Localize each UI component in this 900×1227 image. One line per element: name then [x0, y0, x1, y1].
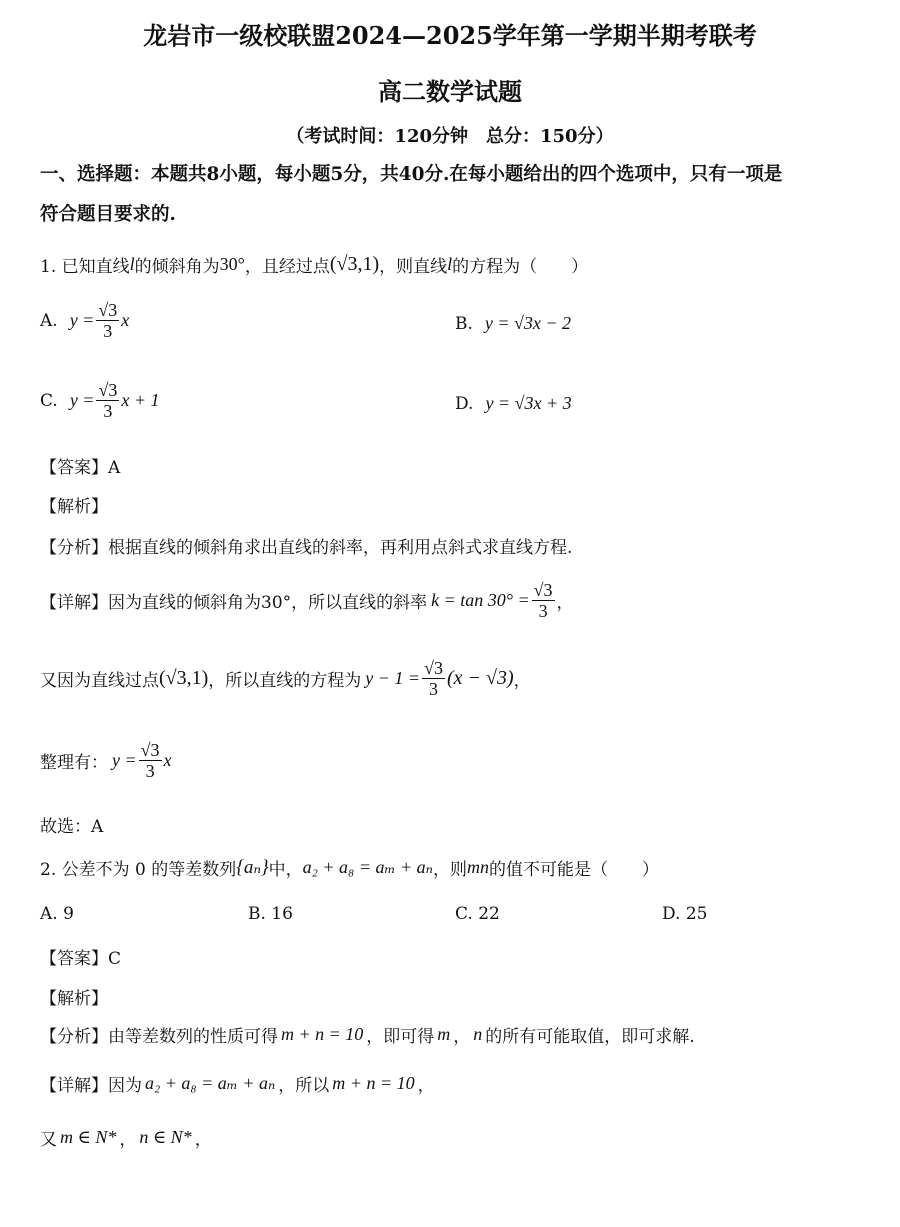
- exam-title: 龙岩市一级校联盟2024—2025学年第一学期半期考联考: [143, 21, 757, 50]
- q2-seq: {aₙ}: [236, 857, 269, 878]
- frac-numerator: √3: [98, 300, 118, 320]
- q1-step2-point: (√3,1): [159, 667, 209, 689]
- exam-subtitle: 高二数学试题: [378, 77, 522, 106]
- q2-analysis-label: 【解析】: [40, 989, 108, 1009]
- frac-numerator: √3: [533, 580, 553, 600]
- q2-last: [40, 1125, 212, 1150]
- q2-last-expr1: m ∈ N*: [60, 1127, 117, 1147]
- q1-option-a-frac: [96, 300, 119, 341]
- frac-denominator: 3: [145, 761, 155, 781]
- q2-xiangjie-b: ，所以: [278, 1076, 330, 1096]
- q1-stem-c: ，且经过点: [244, 257, 330, 277]
- q2-fenxi-a: 【分析】由等差数列的性质可得: [40, 1027, 278, 1047]
- q1-option-c-rhs: x + 1: [121, 390, 160, 410]
- q2-stem-a: 2. 公差不为 0 的等差数列: [40, 860, 237, 880]
- q1-var-l: l: [129, 254, 135, 274]
- q1-step3-lhs: y =: [112, 750, 137, 770]
- q1-analysis-label: 【解析】: [40, 497, 108, 517]
- q1-angle: 30°: [219, 254, 245, 274]
- q1-option-c-frac: [96, 380, 119, 421]
- section-heading-line2: 符合题目要求的.: [40, 204, 176, 225]
- frac-numerator: √3: [98, 380, 118, 400]
- q2-last-expr2: n ∈ N*: [139, 1127, 192, 1147]
- q2-xiangjie-a: 【详解】因为: [40, 1076, 142, 1096]
- q2-option-c: C. 22: [455, 904, 500, 924]
- q2-last-a: 又: [40, 1130, 57, 1150]
- q1-xiangjie-expr: k = tan 30° =: [431, 590, 530, 610]
- q1-stem-a: 1. 已知直线: [40, 257, 130, 277]
- q1-final: 故选：A: [40, 817, 104, 837]
- q1-step2-b: ，所以直线的方程为: [208, 671, 362, 691]
- exam-info: （考试时间：120分钟 总分：150分）: [286, 126, 614, 147]
- q1-answer: 【答案】A: [40, 458, 121, 478]
- q2-stem: [40, 855, 659, 880]
- q1-var-l-2: l: [447, 254, 453, 274]
- q2-stem-b: 中，: [268, 860, 303, 880]
- q1-xiangjie-end: ，: [556, 593, 574, 613]
- q1-option-b-label: B.: [455, 313, 473, 334]
- q1-option-a-lhs: y =: [69, 310, 95, 330]
- q2-xiangjie-c: ，: [417, 1076, 435, 1096]
- q1-option-d-label: D.: [455, 393, 474, 414]
- q2-last-c: ，: [194, 1130, 212, 1150]
- q1-step3-frac: [139, 740, 162, 781]
- q1-step2: [40, 658, 531, 699]
- q2-xiangjie-expr1: a₂ + a₈ = aₘ + aₙ: [145, 1073, 276, 1093]
- q2-option-d: D. 25: [662, 904, 708, 924]
- q2-fenxi-m: m: [437, 1024, 451, 1044]
- q1-option-c-label: C.: [40, 390, 58, 411]
- q1-option-b-expr: y = √3x − 2: [484, 313, 572, 333]
- q1-point: (√3,1): [329, 253, 380, 275]
- q1-stem-e: 的方程为（ ）: [452, 257, 589, 277]
- q2-fenxi-c: ，: [453, 1027, 471, 1047]
- q2-mn: mn: [466, 857, 489, 877]
- q1-option-a: [40, 300, 129, 341]
- q2-stem-d: 的值不可能是（ ）: [488, 860, 659, 880]
- q1-option-b: [455, 313, 571, 334]
- q1-step2-a: 又因为直线过点: [40, 671, 159, 691]
- q1-xiangjie-frac: [532, 580, 555, 621]
- frac-denominator: 3: [103, 321, 113, 341]
- q2-answer: 【答案】C: [40, 949, 122, 969]
- q2-cond: a₂ + a₈ = aₘ + aₙ: [302, 857, 433, 877]
- q1-xiangjie: [40, 580, 574, 621]
- q1-option-d: [455, 393, 572, 414]
- q1-option-c: [40, 380, 159, 421]
- q1-fenxi: 【分析】根据直线的倾斜角求出直线的斜率，再利用点斜式求直线方程.: [40, 538, 573, 558]
- q2-option-a: A. 9: [40, 904, 74, 924]
- q2-stem-c: ，则: [432, 860, 467, 880]
- q2-fenxi-d: 的所有可能取值，即可求解.: [485, 1027, 695, 1047]
- frac-denominator: 3: [429, 679, 439, 699]
- q1-step2-end: ，: [513, 671, 531, 691]
- q1-option-a-label: A.: [40, 310, 58, 331]
- frac-numerator: √3: [140, 740, 160, 760]
- q2-last-b: ，: [119, 1130, 137, 1150]
- q1-step3: [40, 740, 172, 781]
- q1-option-c-lhs: y =: [69, 390, 95, 410]
- q1-option-a-rhs: x: [121, 310, 130, 330]
- q1-step2-frac: [422, 658, 445, 699]
- q1-option-d-expr: y = √3x + 3: [485, 393, 572, 413]
- q2-fenxi-expr: m + n = 10: [281, 1024, 364, 1044]
- q1-stem-d: ，则直线: [379, 257, 448, 277]
- q2-fenxi-n: n: [473, 1024, 483, 1044]
- q2-xiangjie-expr2: m + n = 10: [332, 1073, 415, 1093]
- q1-step2-lhs: y − 1 =: [365, 668, 421, 688]
- frac-denominator: 3: [103, 401, 113, 421]
- q1-step3-a: 整理有：: [40, 753, 108, 773]
- q1-xiangjie-text: 【详解】因为直线的倾斜角为30°，所以直线的斜率: [40, 593, 428, 613]
- frac-numerator: √3: [424, 658, 443, 678]
- q2-fenxi: [40, 1022, 695, 1047]
- q1-step2-rhs: (x − √3): [446, 667, 514, 689]
- section-heading-line1: 一、选择题：本题共8小题，每小题5分，共40分.在每小题给出的四个选项中，只有一项是: [40, 164, 783, 185]
- frac-denominator: 3: [538, 601, 548, 621]
- q1-step3-rhs: x: [163, 750, 172, 770]
- q2-xiangjie: [40, 1071, 435, 1096]
- q1-stem: [40, 252, 588, 277]
- q2-option-b: B. 16: [248, 904, 293, 924]
- q2-fenxi-b: ，即可得: [366, 1027, 435, 1047]
- q1-stem-b: 的倾斜角为: [134, 257, 220, 277]
